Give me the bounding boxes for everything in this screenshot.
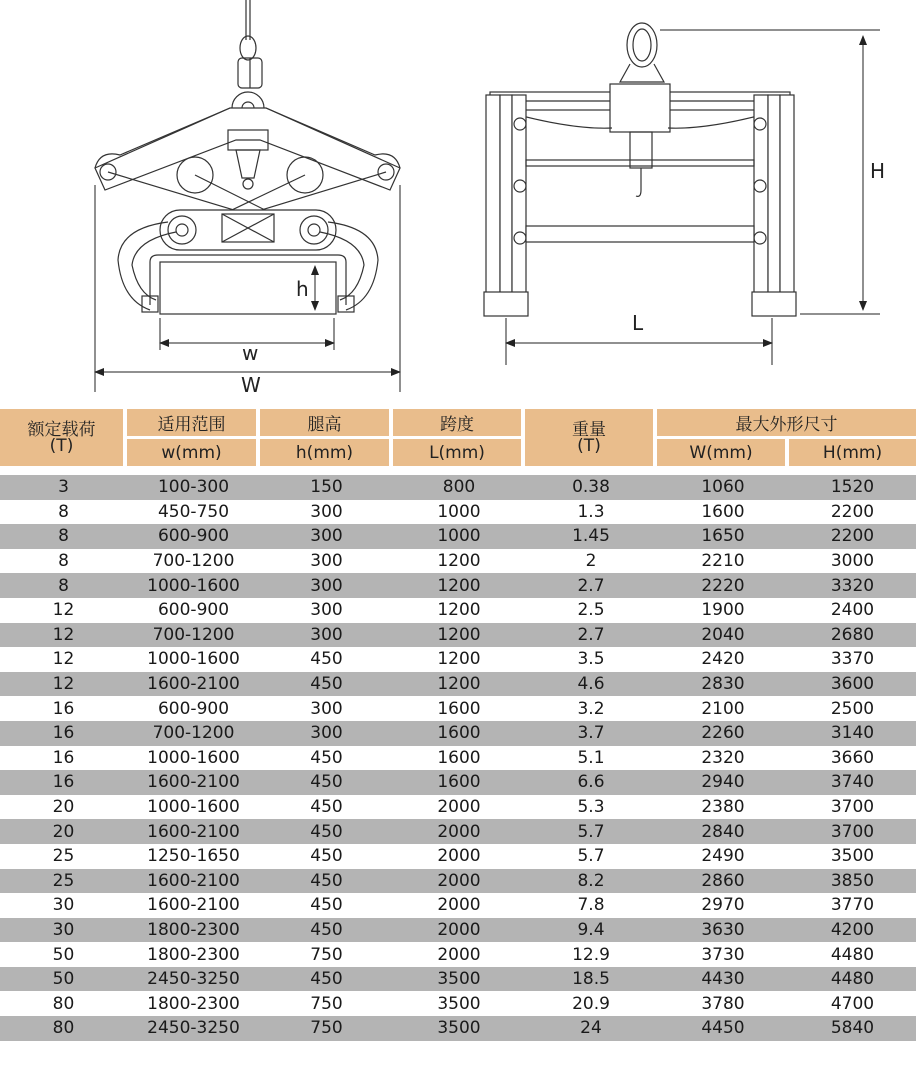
cell-outer-height: 4480 — [830, 944, 875, 965]
cell-span: 1600 — [437, 698, 481, 719]
cell-leg-height: 450 — [310, 846, 343, 867]
cell-span: 2000 — [393, 918, 525, 943]
cell-range: 1800-2300 — [127, 918, 260, 943]
cell-range: 1600-2100 — [127, 770, 260, 795]
cell-rated-load: 8 — [58, 551, 69, 572]
cell-range: 1000-1600 — [147, 747, 240, 768]
cell-outer-width: 2260 — [657, 721, 789, 746]
cell-outer-width: 1600 — [701, 501, 745, 522]
header-weight-unit: (T) — [577, 435, 601, 456]
cell-outer-height: 2500 — [830, 698, 875, 719]
table-row — [0, 549, 916, 574]
header-leg-title: 腿高 — [260, 409, 393, 439]
cell-outer-width: 2320 — [701, 747, 745, 768]
header-rated-load-title: 额定载荷 — [27, 419, 96, 440]
cell-weight: 5.7 — [525, 819, 657, 844]
table-row — [0, 696, 916, 721]
cell-range: 1000-1600 — [147, 649, 240, 670]
cell-outer-height: 2200 — [830, 501, 875, 522]
dimension-label-L: L — [632, 311, 644, 335]
cell-leg-height: 750 — [260, 1016, 393, 1041]
cell-outer-height: 4200 — [789, 918, 916, 943]
cell-leg-height: 300 — [310, 551, 343, 572]
cell-rated-load: 16 — [52, 747, 75, 768]
cell-rated-load: 80 — [0, 1016, 127, 1041]
cell-rated-load: 8 — [0, 524, 127, 549]
cell-rated-load: 12 — [0, 623, 127, 648]
cell-weight: 24 — [525, 1016, 657, 1041]
cell-span: 3500 — [393, 967, 525, 992]
cell-outer-width: 1060 — [657, 475, 789, 500]
cell-outer-width: 2970 — [701, 895, 745, 916]
cell-outer-height: 3370 — [830, 649, 875, 670]
cell-outer-height: 5840 — [789, 1016, 916, 1041]
table-row — [0, 991, 916, 1016]
front-view-drawing — [95, 0, 400, 314]
cell-outer-height: 3740 — [789, 770, 916, 795]
cell-outer-height: 4700 — [830, 993, 875, 1014]
table-row — [0, 721, 916, 746]
cell-range: 450-750 — [157, 501, 230, 522]
table-row — [0, 598, 916, 623]
header-leg-unit: h(mm) — [260, 439, 393, 469]
cell-outer-height: 3500 — [830, 846, 875, 867]
cell-range: 1600-2100 — [147, 895, 240, 916]
cell-range: 1800-2300 — [147, 944, 240, 965]
cell-weight: 5.3 — [577, 797, 605, 818]
header-weight — [525, 409, 657, 469]
cell-outer-width: 1650 — [657, 524, 789, 549]
cell-leg-height: 450 — [310, 649, 343, 670]
cell-leg-height: 300 — [260, 721, 393, 746]
table-row — [0, 1016, 916, 1041]
cell-span: 2000 — [437, 797, 481, 818]
spec-table-body — [0, 475, 916, 1041]
cell-rated-load: 25 — [52, 846, 75, 867]
cell-outer-height: 1520 — [789, 475, 916, 500]
cell-range: 600-900 — [157, 698, 230, 719]
cell-range: 600-900 — [157, 600, 230, 621]
cell-outer-width: 2100 — [701, 698, 745, 719]
cell-weight: 3.7 — [525, 721, 657, 746]
table-row — [0, 672, 916, 697]
cell-weight: 3.2 — [577, 698, 605, 719]
header-outer-dimension-title: 最大外形尺寸 — [657, 409, 916, 439]
cell-span: 1200 — [437, 600, 481, 621]
cell-weight: 1.3 — [577, 501, 605, 522]
cell-leg-height: 300 — [260, 623, 393, 648]
cell-rated-load: 12 — [0, 672, 127, 697]
cell-outer-width: 2210 — [701, 551, 745, 572]
header-outer-height-unit: H(mm) — [789, 439, 916, 469]
cell-outer-width: 4450 — [657, 1016, 789, 1041]
cell-outer-height: 3000 — [830, 551, 875, 572]
cell-outer-width: 2490 — [701, 846, 745, 867]
cell-weight: 1.45 — [525, 524, 657, 549]
cell-rated-load: 16 — [0, 721, 127, 746]
table-row — [0, 500, 916, 525]
cell-rated-load: 3 — [0, 475, 127, 500]
cell-leg-height: 450 — [310, 747, 343, 768]
cell-range: 700-1200 — [127, 721, 260, 746]
cell-rated-load: 12 — [52, 600, 75, 621]
cell-range: 100-300 — [127, 475, 260, 500]
cell-span: 2000 — [437, 895, 481, 916]
cell-leg-height: 300 — [260, 573, 393, 598]
cell-rated-load: 8 — [0, 573, 127, 598]
cell-outer-width: 3730 — [701, 944, 745, 965]
cell-leg-height: 300 — [310, 600, 343, 621]
table-row — [0, 623, 916, 648]
cell-leg-height: 300 — [310, 501, 343, 522]
cell-span: 3500 — [393, 1016, 525, 1041]
cell-weight: 5.1 — [577, 747, 605, 768]
header-range-unit: w(mm) — [127, 439, 260, 469]
cell-outer-height: 2400 — [830, 600, 875, 621]
cell-rated-load: 20 — [52, 797, 75, 818]
cell-outer-height: 3770 — [830, 895, 875, 916]
cell-leg-height: 450 — [260, 672, 393, 697]
cell-rated-load: 25 — [0, 869, 127, 894]
cell-outer-height: 3600 — [789, 672, 916, 697]
cell-rated-load: 30 — [52, 895, 75, 916]
cell-outer-height: 3660 — [830, 747, 875, 768]
cell-range: 2450-3250 — [127, 967, 260, 992]
cell-weight: 2.7 — [525, 623, 657, 648]
table-row — [0, 942, 916, 967]
table-row — [0, 746, 916, 771]
cell-range: 1000-1600 — [127, 573, 260, 598]
cell-weight: 2.7 — [525, 573, 657, 598]
cell-span: 2000 — [393, 819, 525, 844]
cell-span: 3500 — [437, 993, 481, 1014]
cell-outer-width: 1900 — [701, 600, 745, 621]
dimension-label-H: H — [870, 159, 886, 183]
cell-range: 700-1200 — [127, 623, 260, 648]
table-row — [0, 524, 916, 549]
cell-rated-load: 50 — [0, 967, 127, 992]
cell-leg-height: 450 — [260, 770, 393, 795]
cell-leg-height: 450 — [310, 895, 343, 916]
cell-outer-width: 2380 — [701, 797, 745, 818]
cell-outer-width: 2840 — [657, 819, 789, 844]
cell-range: 1250-1650 — [147, 846, 240, 867]
cell-outer-width: 3630 — [657, 918, 789, 943]
cell-outer-width: 2420 — [701, 649, 745, 670]
cell-weight: 5.7 — [577, 846, 605, 867]
cell-outer-width: 2220 — [657, 573, 789, 598]
cell-weight: 0.38 — [525, 475, 657, 500]
cell-range: 1000-1600 — [147, 797, 240, 818]
header-rated-load — [0, 409, 127, 469]
cell-range: 700-1200 — [152, 551, 235, 572]
cell-outer-height: 3700 — [830, 797, 875, 818]
cell-outer-height: 4480 — [789, 967, 916, 992]
cell-span: 1200 — [393, 672, 525, 697]
cell-span: 1000 — [437, 501, 481, 522]
table-row — [0, 967, 916, 992]
cell-leg-height: 750 — [310, 993, 343, 1014]
cell-rated-load: 30 — [0, 918, 127, 943]
cell-weight: 20.9 — [572, 993, 610, 1014]
cell-leg-height: 450 — [260, 918, 393, 943]
cell-outer-width: 2040 — [657, 623, 789, 648]
cell-span: 2000 — [437, 846, 481, 867]
cell-outer-width: 2940 — [657, 770, 789, 795]
cell-rated-load: 8 — [58, 501, 69, 522]
cell-outer-width: 3780 — [701, 993, 745, 1014]
cell-range: 2450-3250 — [127, 1016, 260, 1041]
cell-range: 1600-2100 — [127, 672, 260, 697]
cell-span: 2000 — [437, 944, 481, 965]
cell-outer-width: 2860 — [657, 869, 789, 894]
cell-leg-height: 450 — [260, 967, 393, 992]
header-span-title: 跨度 — [393, 409, 525, 439]
cell-weight: 4.6 — [525, 672, 657, 697]
cell-rated-load: 16 — [52, 698, 75, 719]
cell-rated-load: 20 — [0, 819, 127, 844]
cell-weight: 8.2 — [525, 869, 657, 894]
cell-outer-height: 2680 — [789, 623, 916, 648]
table-row — [0, 647, 916, 672]
table-row — [0, 475, 916, 500]
header-span-unit: L(mm) — [393, 439, 525, 469]
cell-outer-width: 4430 — [657, 967, 789, 992]
table-row — [0, 869, 916, 894]
cell-span: 1000 — [393, 524, 525, 549]
cell-leg-height: 450 — [260, 819, 393, 844]
cell-range: 600-900 — [127, 524, 260, 549]
table-row — [0, 918, 916, 943]
spec-table — [0, 409, 916, 1041]
cell-outer-height: 3700 — [789, 819, 916, 844]
dimension-label-h: h — [296, 277, 309, 301]
cell-rated-load: 80 — [52, 993, 75, 1014]
cell-weight: 12.9 — [572, 944, 610, 965]
cell-weight: 9.4 — [525, 918, 657, 943]
cell-rated-load: 12 — [52, 649, 75, 670]
cell-weight: 3.5 — [577, 649, 605, 670]
cell-outer-height: 3850 — [789, 869, 916, 894]
cell-leg-height: 300 — [260, 524, 393, 549]
table-row — [0, 573, 916, 598]
cell-outer-height: 3140 — [789, 721, 916, 746]
cell-weight: 7.8 — [577, 895, 605, 916]
cell-span: 1200 — [437, 649, 481, 670]
header-rated-load-unit: (T) — [49, 435, 74, 456]
cell-outer-width: 2830 — [657, 672, 789, 697]
cell-span: 1600 — [393, 770, 525, 795]
table-row — [0, 893, 916, 918]
cell-span: 1600 — [437, 747, 481, 768]
cell-outer-height: 3320 — [789, 573, 916, 598]
cell-span: 1600 — [393, 721, 525, 746]
table-row — [0, 844, 916, 869]
cell-range: 1600-2100 — [127, 869, 260, 894]
cell-weight: 2.5 — [577, 600, 605, 621]
table-row — [0, 770, 916, 795]
cell-leg-height: 750 — [310, 944, 343, 965]
cell-leg-height: 150 — [260, 475, 393, 500]
cell-span: 1200 — [393, 573, 525, 598]
cell-leg-height: 300 — [310, 698, 343, 719]
dimension-label-w: w — [242, 341, 259, 365]
cell-span: 2000 — [393, 869, 525, 894]
cell-span: 800 — [393, 475, 525, 500]
table-row — [0, 795, 916, 820]
table-row — [0, 819, 916, 844]
cell-weight: 18.5 — [525, 967, 657, 992]
cell-span: 1200 — [393, 623, 525, 648]
header-outer-width-unit: W(mm) — [657, 439, 789, 469]
cell-rated-load: 50 — [52, 944, 75, 965]
cell-range: 1600-2100 — [127, 819, 260, 844]
dimension-label-W: W — [241, 373, 261, 397]
header-range-title: 适用范围 — [127, 409, 260, 439]
cell-rated-load: 16 — [0, 770, 127, 795]
cell-leg-height: 450 — [260, 869, 393, 894]
cell-weight: 6.6 — [525, 770, 657, 795]
side-view-dimensions — [506, 30, 880, 365]
cell-span: 1200 — [437, 551, 481, 572]
header-weight-title: 重量 — [572, 419, 606, 440]
cell-weight: 2 — [585, 551, 597, 572]
cell-leg-height: 450 — [310, 797, 343, 818]
cell-range: 1800-2300 — [147, 993, 240, 1014]
side-view-drawing — [484, 23, 796, 316]
cell-outer-height: 2200 — [789, 524, 916, 549]
technical-drawings — [0, 0, 916, 405]
